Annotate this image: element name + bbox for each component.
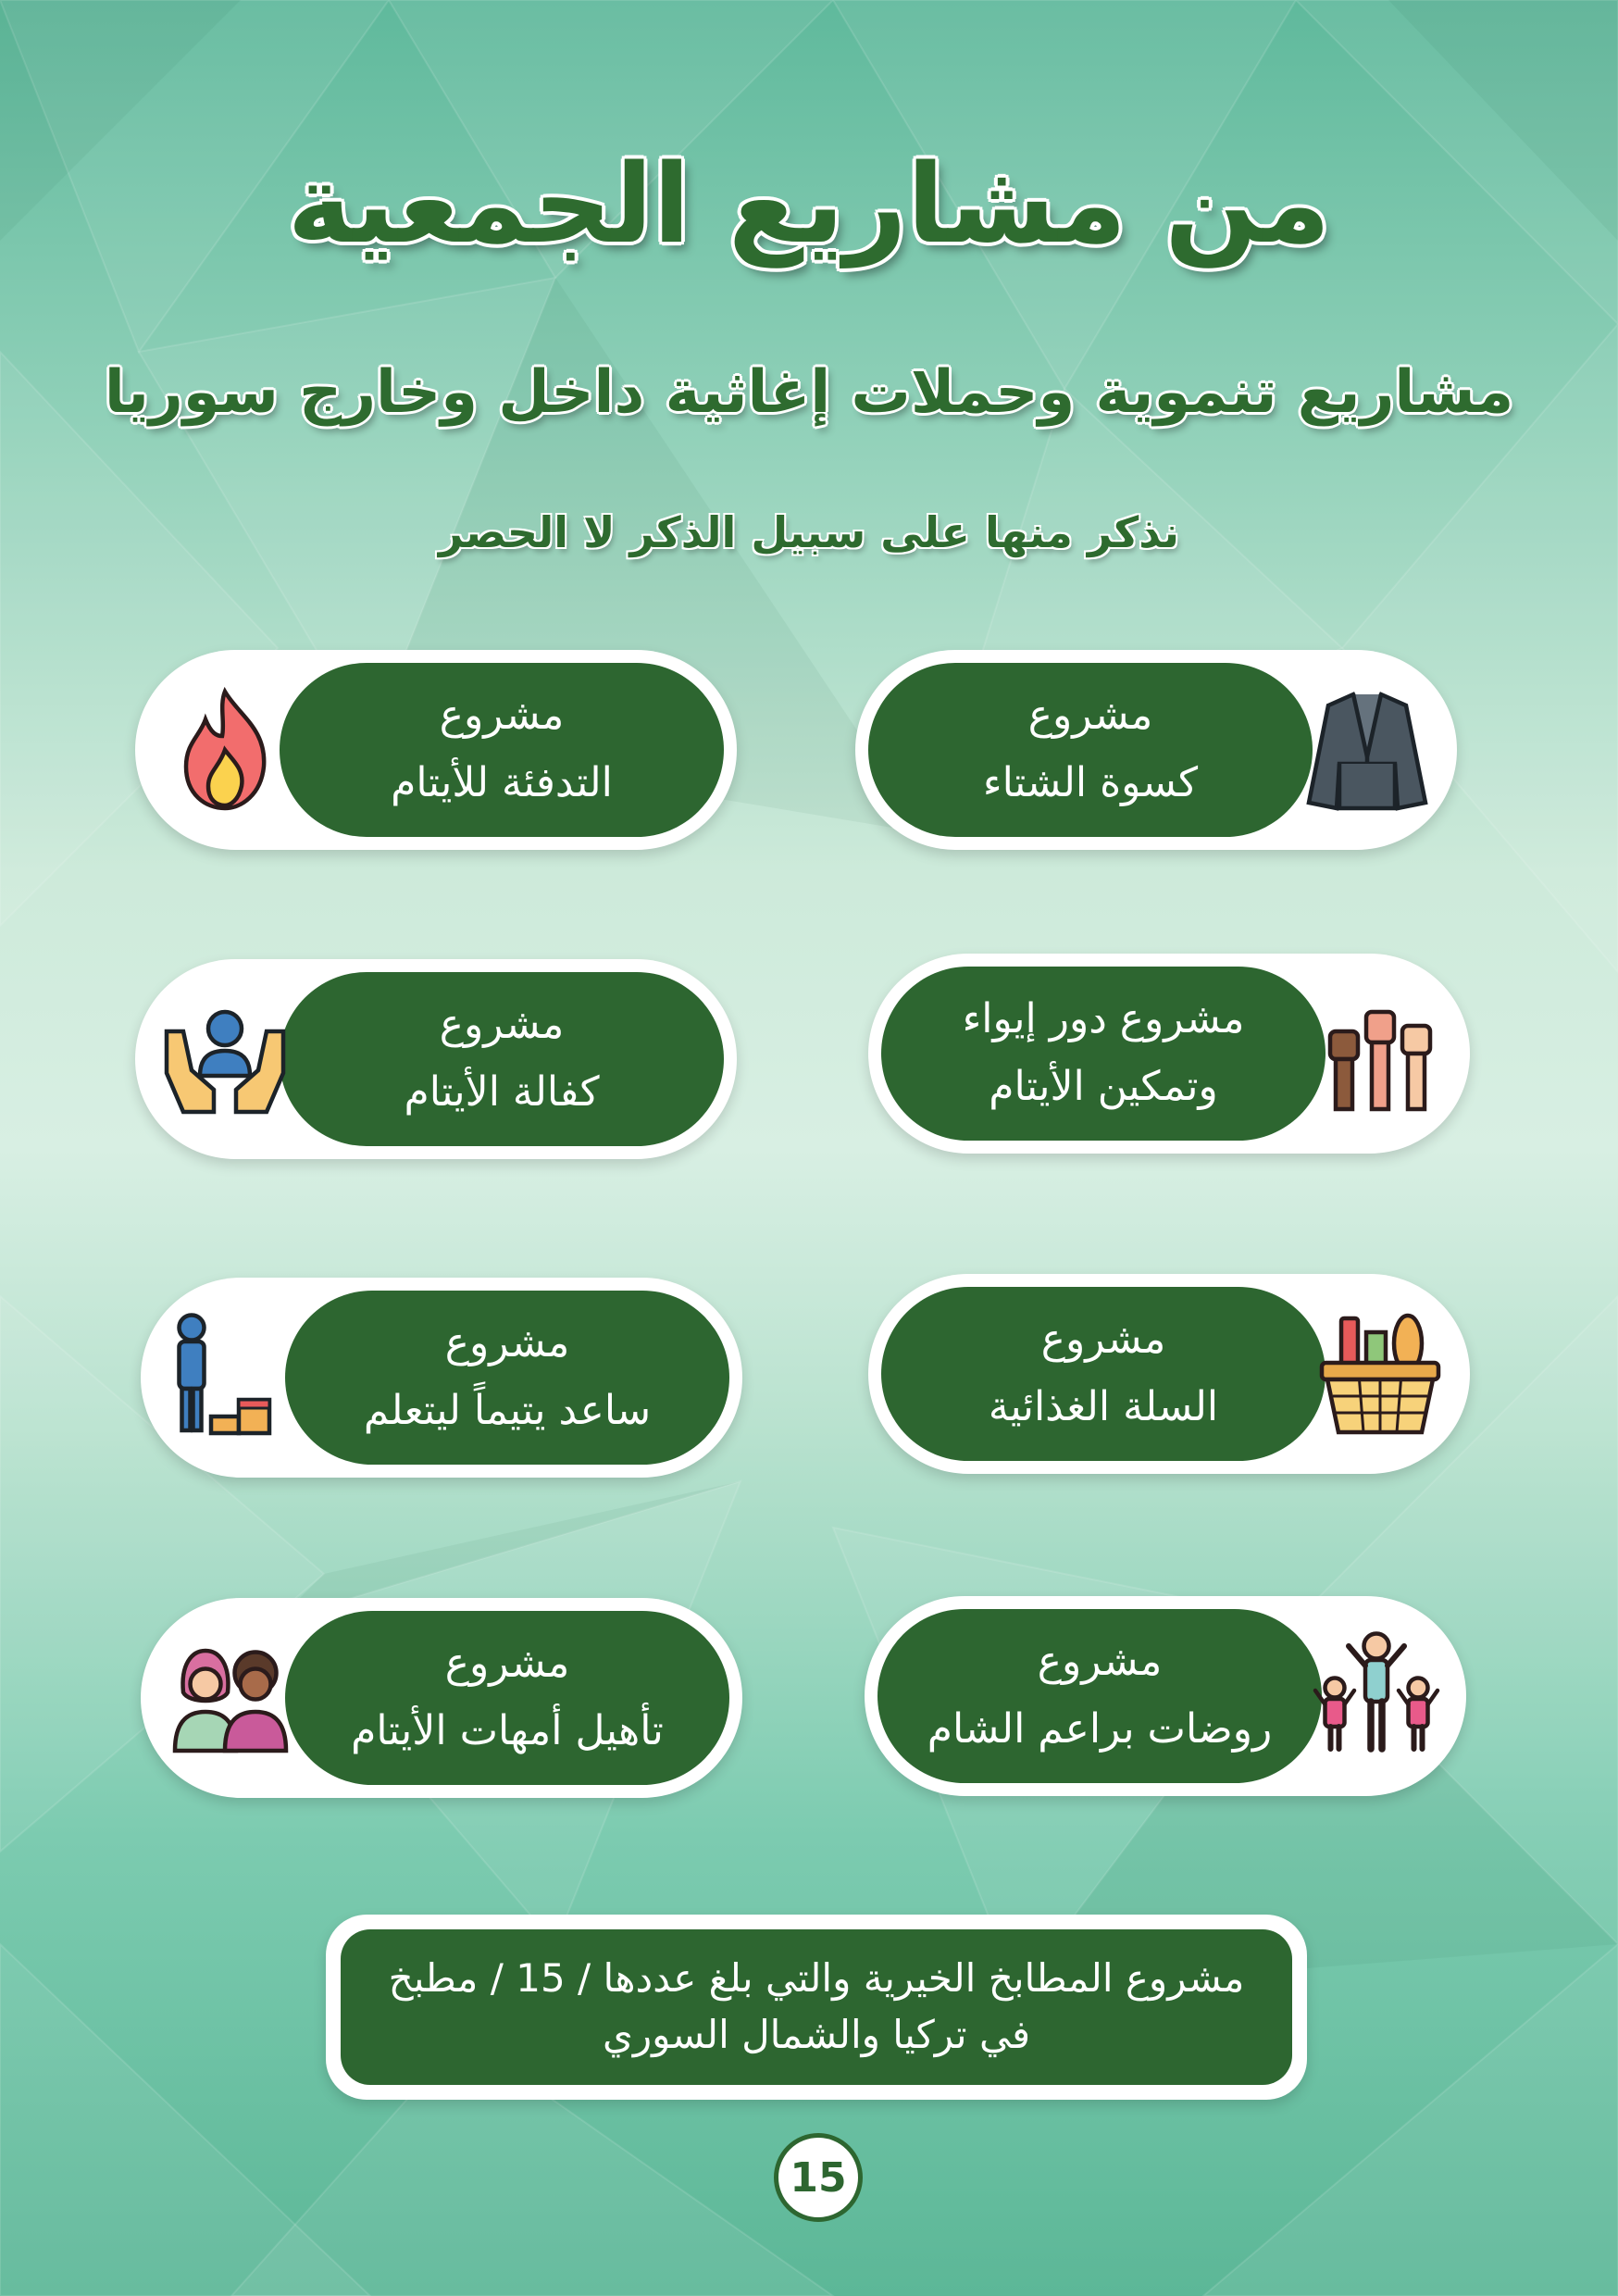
food-basket-icon	[1311, 1304, 1450, 1443]
project-card-heating	[135, 650, 737, 850]
project-card-food-basket	[868, 1274, 1470, 1474]
project-card-winter-clothing	[855, 650, 1457, 850]
project-label: مشروع كفالة الأيتام	[280, 972, 724, 1146]
caring-hands-icon	[156, 990, 294, 1129]
page-title: من مشاريع الجمعية	[287, 140, 1331, 268]
project-card-mothers-training	[141, 1598, 742, 1798]
fire-icon	[156, 680, 294, 819]
page-number: 15	[774, 2133, 863, 2222]
page-subtitle: مشاريع تنموية وحملات إغاثية داخل وخارج سوريا	[104, 358, 1514, 427]
project-card-orphan-sponsorship	[135, 959, 737, 1159]
project-label: مشروع كسوة الشتاء	[868, 663, 1313, 837]
project-label: مشروع تأهيل أمهات الأيتام	[285, 1611, 729, 1785]
project-label: مشروع دور إيواء وتمكين الأيتام	[881, 967, 1326, 1141]
mothers-icon	[161, 1628, 300, 1767]
project-card-education	[141, 1278, 742, 1478]
kitchens-project-label: مشروع المطابخ الخيرية والتي بلغ عددها / 15 / مطبخ في تركيا والشمال السوري	[341, 1929, 1292, 2085]
project-label: مشروع ساعد يتيماً ليتعلم	[285, 1291, 729, 1465]
project-label: مشروع التدفئة للأيتام	[280, 663, 724, 837]
project-label: مشروع السلة الغذائية	[881, 1287, 1326, 1461]
raised-fists-icon	[1311, 984, 1450, 1123]
children-icon	[1307, 1627, 1446, 1766]
jacket-icon	[1298, 680, 1437, 819]
kitchens-project-box	[326, 1915, 1307, 2100]
page-tagline: نذكر منها على سبيل الذكر لا الحصر	[438, 507, 1180, 557]
project-card-shelter	[868, 954, 1470, 1154]
steps-person-icon	[161, 1308, 300, 1447]
project-label: مشروع روضات براعم الشام	[877, 1609, 1322, 1783]
project-card-kindergartens	[865, 1596, 1466, 1796]
